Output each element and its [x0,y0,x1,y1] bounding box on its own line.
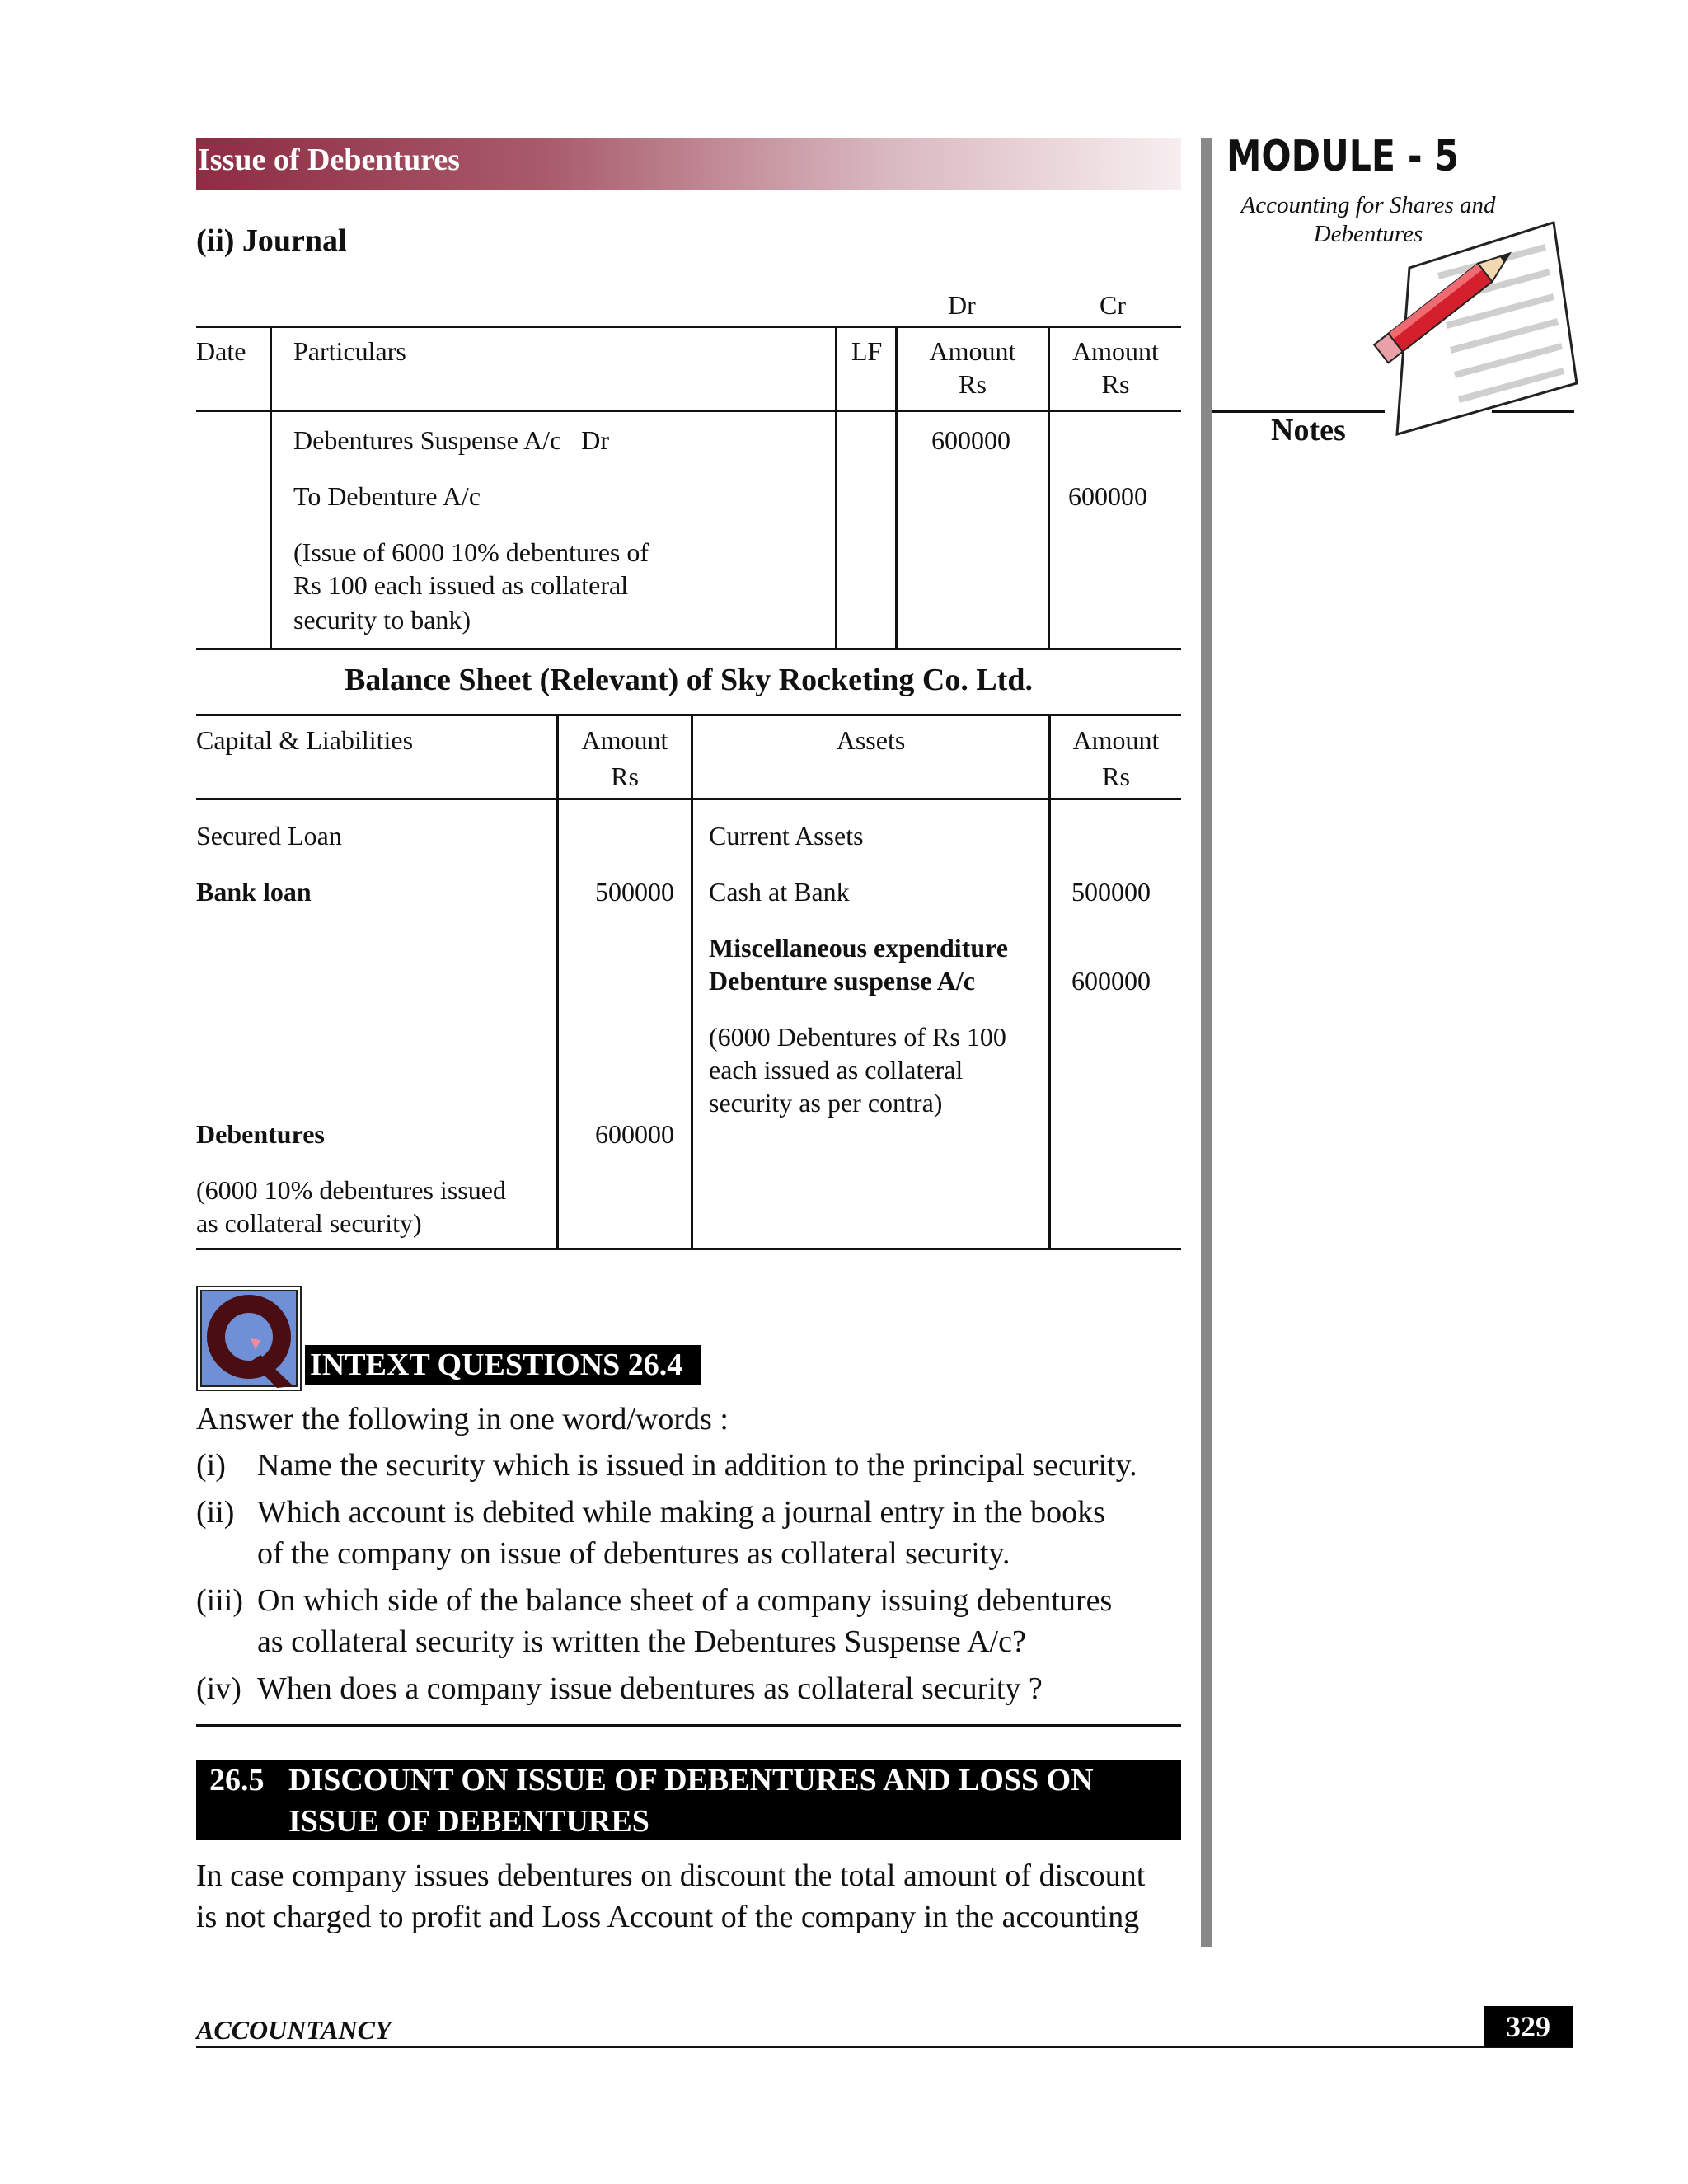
bs-header-assets: Assets [836,725,906,755]
journal-narration: security to bank) [293,605,471,635]
journal-credit-line: To Debenture A/c [293,481,481,511]
bs-bank-loan: Bank loan [196,877,312,907]
journal-header-particulars: Particulars [293,336,406,366]
question-text: Name the security which is issued in addition to the principal security. [257,1448,1137,1483]
bs-asset-note: (6000 Debentures of Rs 100 [709,1022,1006,1052]
journal-header-amount-cr: Amount [1072,336,1159,366]
journal-header-date: Date [196,336,246,366]
bs-col-divider [1048,714,1051,1248]
bs-debenture-suspense: Debenture suspense A/c [709,966,975,996]
bs-debentures: Debentures [196,1119,325,1149]
question-number: (iv) [196,1671,241,1706]
journal-title: (ii) Journal [196,223,347,258]
module-subtitle-line-2: Debentures [1313,221,1423,247]
bs-header-liabilities: Capital & Liabilities [196,725,414,755]
bs-header-rs-l: Rs [611,762,639,791]
footer-rule [196,2046,1573,2048]
question-text: When does a company issue debentures as collateral security ? [257,1671,1043,1706]
intext-rule [196,1724,1181,1727]
question-icon [196,1286,302,1391]
intext-questions-label: INTEXT QUESTIONS 26.4 [305,1345,701,1385]
intext-intro: Answer the following in one word/words : [196,1402,729,1436]
footer-subject: ACCOUNTANCY [196,2015,392,2045]
section-paragraph: In case company issues debentures on discount the total amount of discount [196,1858,1146,1893]
bs-header-amount-l: Amount [581,725,668,755]
notes-rule-right [1492,410,1574,413]
bs-misc-expenditure: Miscellaneous expenditure [709,933,1008,963]
bs-col-divider [691,714,693,1248]
bs-header-amount-a: Amount [1072,725,1160,755]
chapter-title: Issue of Debentures [198,143,461,177]
dr-label: Dr [948,290,976,320]
journal-header-lf: LF [851,336,883,366]
journal-debit-line: Debentures Suspense A/c Dr [293,425,610,455]
sidebar-divider [1201,138,1212,1947]
journal-col-divider [835,326,837,648]
journal-narration: (Issue of 6000 10% debentures of [293,537,649,567]
cr-label: Cr [1100,290,1126,320]
page-number: 329 [1506,2010,1550,2043]
journal-rule-header [196,410,1181,412]
bs-col-divider [556,714,559,1248]
section-title: ISSUE OF DEBENTURES [288,1804,649,1839]
journal-rule-top [196,326,1181,328]
bs-bank-loan-amount: 500000 [595,877,674,907]
question-number: (ii) [196,1495,235,1530]
module-title: MODULE - 5 [1226,132,1460,181]
question-number: (i) [196,1448,226,1483]
question-text: of the company on issue of debentures as collateral security. [257,1536,1010,1571]
notes-label: Notes [1271,413,1346,448]
question-text: as collateral security is written the Debentures Suspense A/c? [257,1624,1026,1659]
bs-rule-top [196,714,1181,716]
bs-debentures-amount: 600000 [595,1119,674,1149]
journal-rule-bottom [196,648,1181,650]
bs-debentures-note: as collateral security) [196,1208,422,1238]
question-text: On which side of the balance sheet of a company issuing debentures [257,1583,1113,1618]
bs-debenture-suspense-amount: 600000 [1071,966,1151,996]
journal-header-rs-cr: Rs [1101,369,1130,399]
bs-rule-bottom [196,1248,1181,1250]
bs-cash-amount: 500000 [1071,877,1151,907]
journal-narration: Rs 100 each issued as collateral [293,570,629,600]
section-paragraph: is not charged to profit and Loss Account of the company in the accounting [196,1900,1140,1934]
journal-header-amount-dr: Amount [929,336,1016,366]
bs-asset-note: each issued as collateral [709,1055,964,1085]
balance-sheet-title: Balance Sheet (Relevant) of Sky Rocketing Co. Ltd. [345,663,1033,697]
section-number: 26.5 [209,1763,265,1797]
question-text: Which account is debited while making a journal entry in the books [257,1495,1105,1530]
bs-rule-header [196,798,1181,800]
bs-cash-at-bank: Cash at Bank [709,877,850,907]
journal-credit-amount: 600000 [1068,481,1147,511]
module-subtitle-line-1: Accounting for Shares and [1240,192,1496,218]
section-title: DISCOUNT ON ISSUE OF DEBENTURES AND LOSS ON [288,1763,1094,1797]
journal-col-divider [270,326,272,648]
journal-header-rs-dr: Rs [959,369,987,399]
bs-current-assets: Current Assets [709,821,864,851]
question-number: (iii) [196,1583,243,1618]
notepad-pencil-icon [1364,218,1578,441]
bs-header-rs-a: Rs [1102,762,1130,791]
bs-secured-loan: Secured Loan [196,821,342,851]
bs-asset-note: security as per contra) [709,1088,943,1118]
bs-debentures-note: (6000 10% debentures issued [196,1175,506,1205]
journal-debit-amount: 600000 [931,425,1010,455]
